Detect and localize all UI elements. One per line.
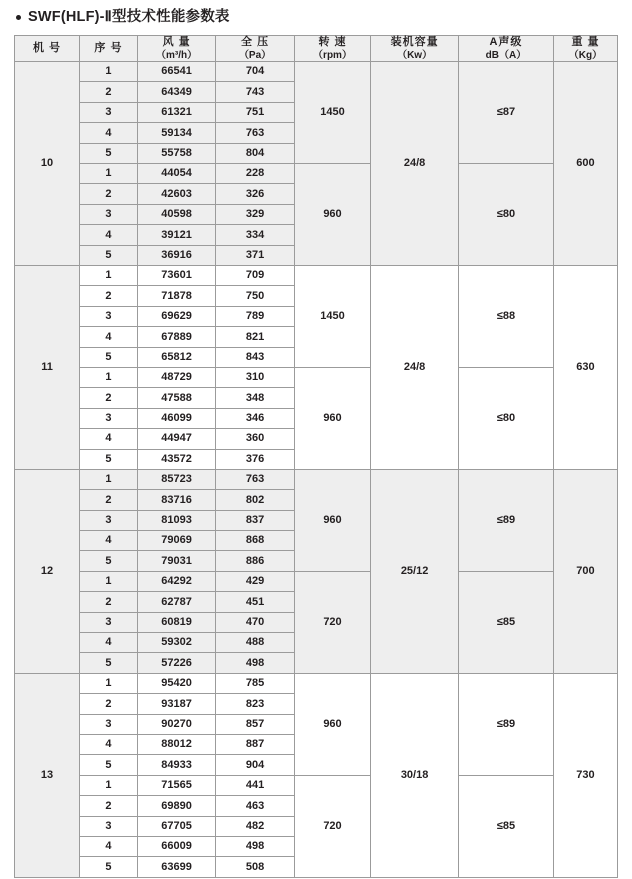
cell-air-volume: 84933	[137, 755, 215, 775]
cell-total-pressure: 326	[216, 184, 294, 204]
cell-serial-no: 4	[80, 633, 138, 653]
cell-serial-no: 2	[80, 796, 138, 816]
cell-air-volume: 85723	[137, 469, 215, 489]
cell-total-pressure: 823	[216, 694, 294, 714]
cell-air-volume: 44947	[137, 429, 215, 449]
cell-total-pressure: 785	[216, 673, 294, 693]
cell-total-pressure: 451	[216, 592, 294, 612]
cell-weight: 700	[553, 469, 617, 673]
cell-air-volume: 83716	[137, 490, 215, 510]
cell-serial-no: 5	[80, 857, 138, 877]
cell-machine-no: 12	[15, 469, 80, 673]
cell-noise: ≤89	[458, 469, 553, 571]
header-power: 装机容量 （Kw）	[371, 35, 459, 61]
cell-air-volume: 71878	[137, 286, 215, 306]
cell-serial-no: 5	[80, 347, 138, 367]
cell-total-pressure: 857	[216, 714, 294, 734]
cell-serial-no: 3	[80, 510, 138, 530]
cell-serial-no: 1	[80, 571, 138, 591]
cell-air-volume: 95420	[137, 673, 215, 693]
specification-table	[14, 35, 618, 878]
cell-power: 30/18	[371, 673, 459, 877]
cell-serial-no: 5	[80, 755, 138, 775]
cell-total-pressure: 886	[216, 551, 294, 571]
cell-speed: 960	[294, 367, 370, 469]
cell-total-pressure: 441	[216, 775, 294, 795]
cell-air-volume: 44054	[137, 164, 215, 184]
page-title: SWF(HLF)-Ⅱ型技术性能参数表	[28, 9, 230, 25]
cell-air-volume: 62787	[137, 592, 215, 612]
cell-serial-no: 1	[80, 62, 138, 82]
cell-air-volume: 66009	[137, 836, 215, 856]
cell-serial-no: 1	[80, 367, 138, 387]
cell-serial-no: 3	[80, 204, 138, 224]
cell-speed: 960	[294, 673, 370, 775]
cell-serial-no: 3	[80, 612, 138, 632]
cell-total-pressure: 329	[216, 204, 294, 224]
cell-noise: ≤80	[458, 367, 553, 469]
header-air-volume: 风 量 （m³/h）	[137, 35, 215, 61]
cell-noise: ≤85	[458, 775, 553, 877]
cell-serial-no: 4	[80, 327, 138, 347]
cell-air-volume: 64349	[137, 82, 215, 102]
cell-serial-no: 1	[80, 265, 138, 285]
cell-total-pressure: 804	[216, 143, 294, 163]
cell-air-volume: 69629	[137, 306, 215, 326]
cell-total-pressure: 837	[216, 510, 294, 530]
cell-total-pressure: 789	[216, 306, 294, 326]
cell-serial-no: 5	[80, 653, 138, 673]
cell-serial-no: 4	[80, 225, 138, 245]
cell-air-volume: 61321	[137, 102, 215, 122]
cell-air-volume: 79031	[137, 551, 215, 571]
bullet-icon	[16, 15, 21, 20]
cell-total-pressure: 498	[216, 653, 294, 673]
cell-machine-no: 11	[15, 265, 80, 469]
cell-serial-no: 4	[80, 429, 138, 449]
cell-air-volume: 36916	[137, 245, 215, 265]
cell-machine-no: 13	[15, 673, 80, 877]
cell-total-pressure: 310	[216, 367, 294, 387]
table-row	[15, 265, 618, 285]
cell-total-pressure: 743	[216, 82, 294, 102]
cell-noise: ≤80	[458, 164, 553, 266]
cell-speed: 720	[294, 571, 370, 673]
cell-speed: 1450	[294, 62, 370, 164]
table-row	[15, 164, 618, 184]
table-header-row	[15, 35, 618, 61]
cell-total-pressure: 470	[216, 612, 294, 632]
cell-serial-no: 1	[80, 164, 138, 184]
cell-air-volume: 57226	[137, 653, 215, 673]
cell-weight: 600	[553, 62, 617, 266]
cell-serial-no: 2	[80, 694, 138, 714]
cell-serial-no: 4	[80, 734, 138, 754]
cell-serial-no: 4	[80, 531, 138, 551]
cell-serial-no: 2	[80, 490, 138, 510]
table-row	[15, 571, 618, 591]
header-serial-no: 序 号	[80, 35, 138, 61]
cell-speed: 1450	[294, 265, 370, 367]
cell-speed: 960	[294, 469, 370, 571]
cell-noise: ≤85	[458, 571, 553, 673]
cell-serial-no: 2	[80, 184, 138, 204]
table-row	[15, 775, 618, 795]
cell-air-volume: 46099	[137, 408, 215, 428]
cell-air-volume: 67889	[137, 327, 215, 347]
cell-total-pressure: 750	[216, 286, 294, 306]
cell-total-pressure: 360	[216, 429, 294, 449]
table-body	[15, 62, 618, 878]
cell-air-volume: 59134	[137, 123, 215, 143]
cell-weight: 730	[553, 673, 617, 877]
cell-total-pressure: 704	[216, 62, 294, 82]
cell-serial-no: 4	[80, 836, 138, 856]
cell-total-pressure: 346	[216, 408, 294, 428]
cell-air-volume: 48729	[137, 367, 215, 387]
cell-serial-no: 5	[80, 245, 138, 265]
document-title	[14, 10, 618, 26]
table-row	[15, 469, 618, 489]
table-row	[15, 367, 618, 387]
cell-total-pressure: 904	[216, 755, 294, 775]
cell-air-volume: 69890	[137, 796, 215, 816]
cell-air-volume: 42603	[137, 184, 215, 204]
cell-total-pressure: 371	[216, 245, 294, 265]
cell-serial-no: 5	[80, 449, 138, 469]
cell-air-volume: 66541	[137, 62, 215, 82]
cell-air-volume: 39121	[137, 225, 215, 245]
header-machine-no: 机 号	[15, 35, 80, 61]
cell-serial-no: 3	[80, 714, 138, 734]
cell-air-volume: 64292	[137, 571, 215, 591]
cell-air-volume: 81093	[137, 510, 215, 530]
header-speed: 转 速 （rpm）	[294, 35, 370, 61]
cell-weight: 630	[553, 265, 617, 469]
cell-total-pressure: 228	[216, 164, 294, 184]
cell-air-volume: 90270	[137, 714, 215, 734]
cell-total-pressure: 843	[216, 347, 294, 367]
cell-air-volume: 47588	[137, 388, 215, 408]
cell-air-volume: 93187	[137, 694, 215, 714]
cell-serial-no: 3	[80, 102, 138, 122]
cell-air-volume: 40598	[137, 204, 215, 224]
table-row	[15, 62, 618, 82]
cell-power: 25/12	[371, 469, 459, 673]
cell-air-volume: 73601	[137, 265, 215, 285]
cell-power: 24/8	[371, 62, 459, 266]
cell-air-volume: 88012	[137, 734, 215, 754]
table-row	[15, 673, 618, 693]
cell-air-volume: 43572	[137, 449, 215, 469]
cell-serial-no: 4	[80, 123, 138, 143]
cell-serial-no: 5	[80, 551, 138, 571]
cell-noise: ≤87	[458, 62, 553, 164]
cell-serial-no: 1	[80, 673, 138, 693]
cell-air-volume: 71565	[137, 775, 215, 795]
cell-air-volume: 65812	[137, 347, 215, 367]
cell-total-pressure: 802	[216, 490, 294, 510]
cell-machine-no: 10	[15, 62, 80, 266]
cell-serial-no: 1	[80, 775, 138, 795]
cell-air-volume: 67705	[137, 816, 215, 836]
cell-serial-no: 5	[80, 143, 138, 163]
cell-total-pressure: 488	[216, 633, 294, 653]
cell-serial-no: 2	[80, 82, 138, 102]
header-total-pressure: 全 压 （Pa）	[216, 35, 294, 61]
cell-total-pressure: 763	[216, 123, 294, 143]
cell-serial-no: 3	[80, 816, 138, 836]
cell-power: 24/8	[371, 265, 459, 469]
cell-total-pressure: 821	[216, 327, 294, 347]
cell-air-volume: 63699	[137, 857, 215, 877]
cell-total-pressure: 463	[216, 796, 294, 816]
cell-serial-no: 2	[80, 286, 138, 306]
cell-air-volume: 55758	[137, 143, 215, 163]
cell-serial-no: 1	[80, 469, 138, 489]
cell-noise: ≤88	[458, 265, 553, 367]
cell-total-pressure: 709	[216, 265, 294, 285]
cell-total-pressure: 498	[216, 836, 294, 856]
cell-total-pressure: 751	[216, 102, 294, 122]
cell-total-pressure: 887	[216, 734, 294, 754]
cell-serial-no: 2	[80, 388, 138, 408]
cell-total-pressure: 763	[216, 469, 294, 489]
cell-serial-no: 3	[80, 306, 138, 326]
cell-noise: ≤89	[458, 673, 553, 775]
cell-total-pressure: 482	[216, 816, 294, 836]
cell-air-volume: 79069	[137, 531, 215, 551]
cell-total-pressure: 868	[216, 531, 294, 551]
cell-air-volume: 60819	[137, 612, 215, 632]
header-noise: A声级 dB（A）	[458, 35, 553, 61]
cell-total-pressure: 348	[216, 388, 294, 408]
cell-total-pressure: 334	[216, 225, 294, 245]
header-weight: 重 量 （Kg）	[553, 35, 617, 61]
cell-serial-no: 3	[80, 408, 138, 428]
cell-serial-no: 2	[80, 592, 138, 612]
cell-total-pressure: 376	[216, 449, 294, 469]
cell-speed: 720	[294, 775, 370, 877]
cell-total-pressure: 429	[216, 571, 294, 591]
cell-speed: 960	[294, 164, 370, 266]
cell-total-pressure: 508	[216, 857, 294, 877]
cell-air-volume: 59302	[137, 633, 215, 653]
